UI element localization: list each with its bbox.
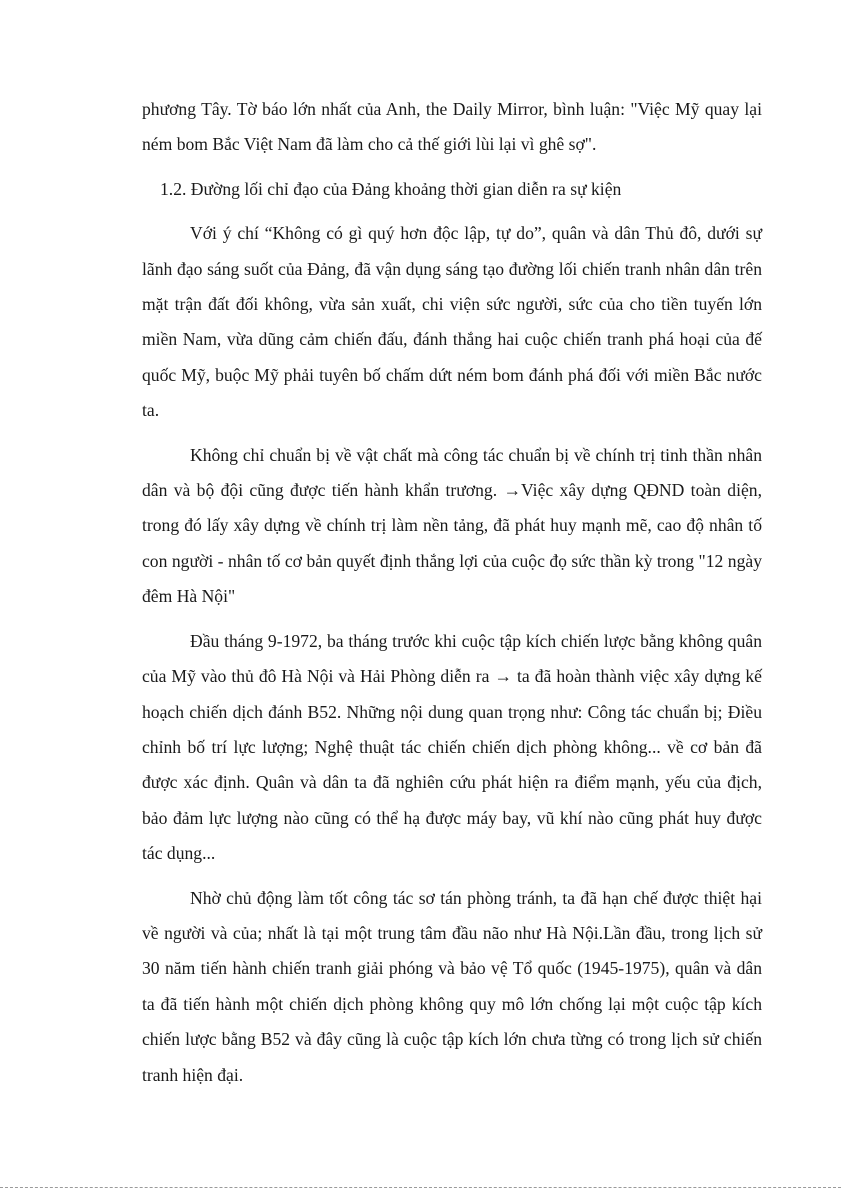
paragraph-body: Nhờ chủ động làm tốt công tác sơ tán phòng tránh, ta đã hạn chế được thiệt hại về người và của; nhất là tại một trung tâm đầu não như Hà Nội.Lần đầu, trong lịch sử 30 năm tiến hành chiến tranh giải phóng và bảo vệ Tổ quốc (1945-1975), quân và dân ta đã tiến hành một chiến dịch phòng không quy mô lớn chống lại một cuộc tập kích chiến lược bằng B52 và đây cũng là cuộc tập kích lớn chưa từng có trong lịch sử chiến tranh hiện đại.	[142, 887, 762, 1085]
spacer	[142, 207, 762, 216]
spacer	[142, 163, 762, 172]
paragraph-body: Không chỉ chuẩn bị về vật chất mà công tác chuẩn bị về chính trị tinh thần nhân dân và bộ đội cũng được tiến hành khẩn trương. →Việc xây dựng QĐND toàn diện, trong đó lấy xây dựng về chính trị làm nền tảng, đã phát huy mạnh mẽ, cao độ nhân tố con người - nhân tố cơ bản quyết định thắng lợi của cuộc đọ sức thần kỳ trong "12 ngày đêm Hà Nội"	[142, 444, 762, 607]
document-page	[142, 92, 762, 1093]
spacer	[142, 429, 762, 438]
spacer	[142, 872, 762, 881]
spacer	[142, 615, 762, 624]
page-bottom-divider	[0, 1187, 841, 1188]
paragraph-body: Với ý chí “Không có gì quý hơn độc lập, tự do”, quân và dân Thủ đô, dưới sự lãnh đạo sáng suốt của Đảng, đã vận dụng sáng tạo đường lối chiến tranh nhân dân trên mặt trận đất đối không, vừa sản xuất, chi viện sức người, sức của cho tiền tuyến lớn miền Nam, vừa dũng cảm chiến đấu, đánh thắng hai cuộc chiến tranh phá hoại của đế quốc Mỹ, buộc Mỹ phải tuyên bố chấm dứt ném bom đánh phá đối với miền Bắc nước ta.	[142, 223, 762, 421]
section-heading-1-2: 1.2. Đường lối chỉ đạo của Đảng khoảng thời gian diễn ra sự kiện	[160, 178, 622, 199]
paragraph-body: Đầu tháng 9-1972, ba tháng trước khi cuộc tập kích chiến lược bằng không quân của Mỹ vào thủ đô Hà Nội và Hải Phòng diễn ra → ta đã hoàn thành việc xây dựng kế hoạch chiến dịch đánh B52. Những nội dung quan trọng như: Công tác chuẩn bị; Điều chỉnh bố trí lực lượng; Nghệ thuật tác chiến chiến dịch phòng không... về cơ bản đã được xác định. Quân và dân ta đã nghiên cứu phát hiện ra điểm mạnh, yếu của địch, bảo đảm lực lượng nào cũng có thể hạ được máy bay, vũ khí nào cũng phát huy được tác dụng...	[142, 630, 762, 864]
paragraph-continuation: phương Tây. Tờ báo lớn nhất của Anh, the Daily Mirror, bình luận: "Việc Mỹ quay lại ném bom Bắc Việt Nam đã làm cho cả thế giới lùi lại vì ghê sợ".	[142, 99, 762, 155]
